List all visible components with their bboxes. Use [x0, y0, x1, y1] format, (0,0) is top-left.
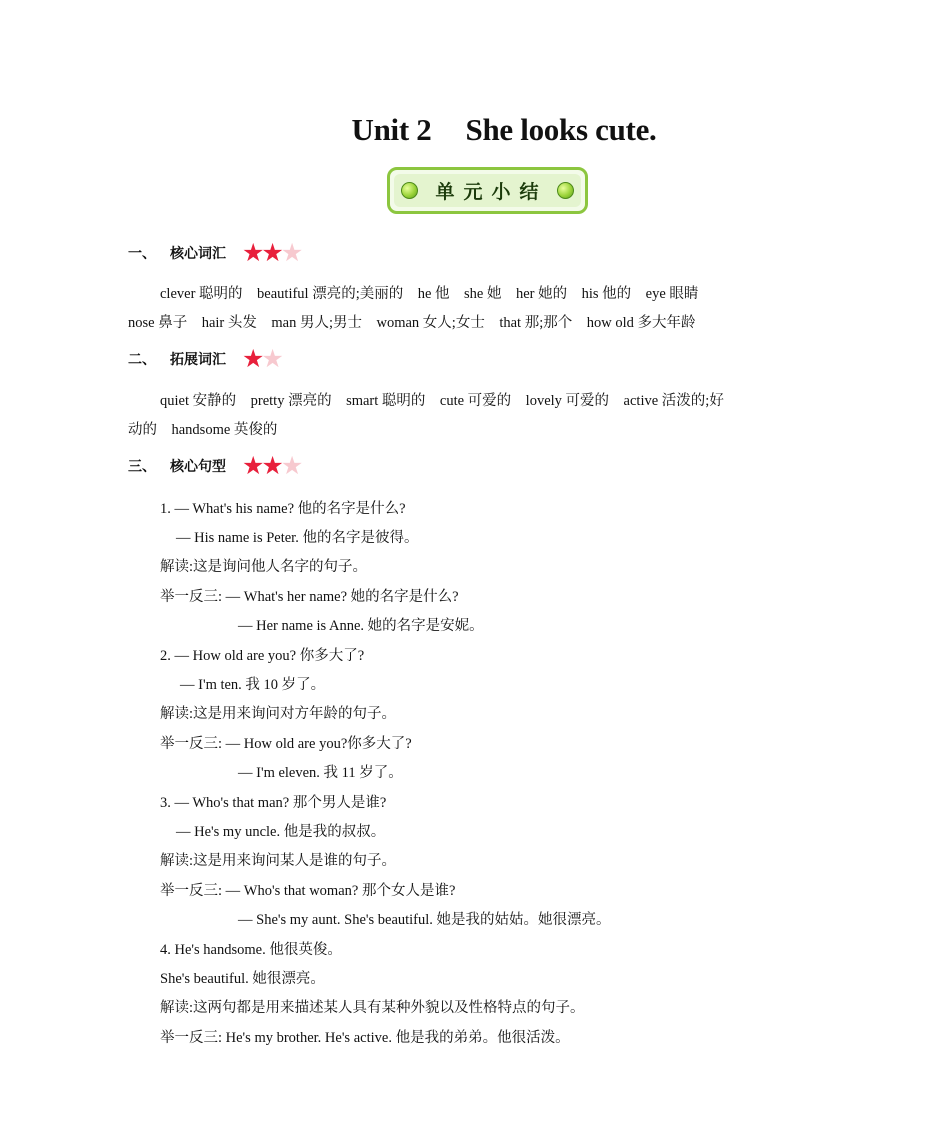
pattern-line: 2. — How old are you? 你多大了? [160, 648, 365, 664]
core-words-line-2: nose 鼻子 hair 头发 man 男人;男士 woman 女人;女士 that 那;那个 how old 多大年龄 [128, 315, 696, 331]
pattern-line: — His name is Peter. 他的名字是彼得。 [176, 530, 419, 546]
page-title [0, 112, 950, 148]
pattern-line: — I'm ten. 我 10 岁了。 [180, 677, 326, 693]
banner-label: 单元小结 [435, 181, 548, 203]
core-words-line-1: clever 聪明的 beautiful 漂亮的;美丽的 he 他 she 她 her 她的 his 他的 eye 眼睛 [160, 286, 699, 302]
pattern-line: 3. — Who's that man? 那个男人是谁? [160, 795, 387, 811]
unit-name: She looks cute. [465, 112, 657, 147]
green-dot-icon [401, 182, 418, 199]
star-icon: ★ [261, 344, 284, 373]
pattern-line: 举一反三: — How old are you?你多大了? [160, 736, 412, 752]
ext-words-line-1: quiet 安静的 pretty 漂亮的 smart 聪明的 cute 可爱的 lovely 可爱的 active 活泼的;好 [160, 393, 724, 409]
section-heading-core-sentences: 三、 核心句型 ★ ★ ★ [128, 451, 304, 480]
star-icon: ★ [242, 451, 265, 480]
pattern-line: 举一反三: — What's her name? 她的名字是什么? [160, 589, 459, 605]
pattern-line: 1. — What's his name? 他的名字是什么? [160, 501, 406, 517]
unit-label: Unit 2 [351, 112, 432, 147]
pattern-line: 解读:这是询问他人名字的句子。 [160, 559, 368, 575]
pattern-line: — Her name is Anne. 她的名字是安妮。 [238, 618, 484, 634]
pattern-line: — He's my uncle. 他是我的叔叔。 [176, 824, 386, 840]
star-rating [242, 344, 284, 373]
section-heading-extended-words: 二、 拓展词汇 ★ ★ [128, 344, 284, 373]
pattern-line: 举一反三: He's my brother. He's active. 他是我的弟弟。他很活泼。 [160, 1030, 570, 1046]
star-icon: ★ [242, 238, 265, 267]
pattern-line: — I'm eleven. 我 11 岁了。 [238, 765, 403, 781]
star-icon: ★ [280, 238, 304, 267]
pattern-line: 举一反三: — Who's that woman? 那个女人是谁? [160, 883, 456, 899]
unit-summary-banner [387, 167, 588, 214]
pattern-line: She's beautiful. 她很漂亮。 [160, 971, 325, 987]
pattern-line: 解读:这是用来询问对方年龄的句子。 [160, 706, 397, 722]
star-icon: ★ [242, 344, 265, 373]
section-heading-core-words: 一、 核心词汇 ★ ★ ★ [128, 238, 304, 267]
star-icon: ★ [261, 451, 284, 480]
pattern-line: 解读:这两句都是用来描述某人具有某种外貌以及性格特点的句子。 [160, 1000, 585, 1016]
pattern-line: — She's my aunt. She's beautiful. 她是我的姑姑。她很漂亮。 [238, 912, 611, 928]
ext-words-line-2: 动的 handsome 英俊的 [128, 422, 278, 438]
green-dot-icon [557, 182, 574, 199]
star-icon: ★ [261, 238, 284, 267]
star-icon: ★ [280, 451, 304, 480]
star-rating [242, 451, 304, 480]
pattern-line: 4. He's handsome. 他很英俊。 [160, 942, 342, 958]
pattern-line: 解读:这是用来询问某人是谁的句子。 [160, 853, 397, 869]
star-rating [242, 238, 304, 267]
